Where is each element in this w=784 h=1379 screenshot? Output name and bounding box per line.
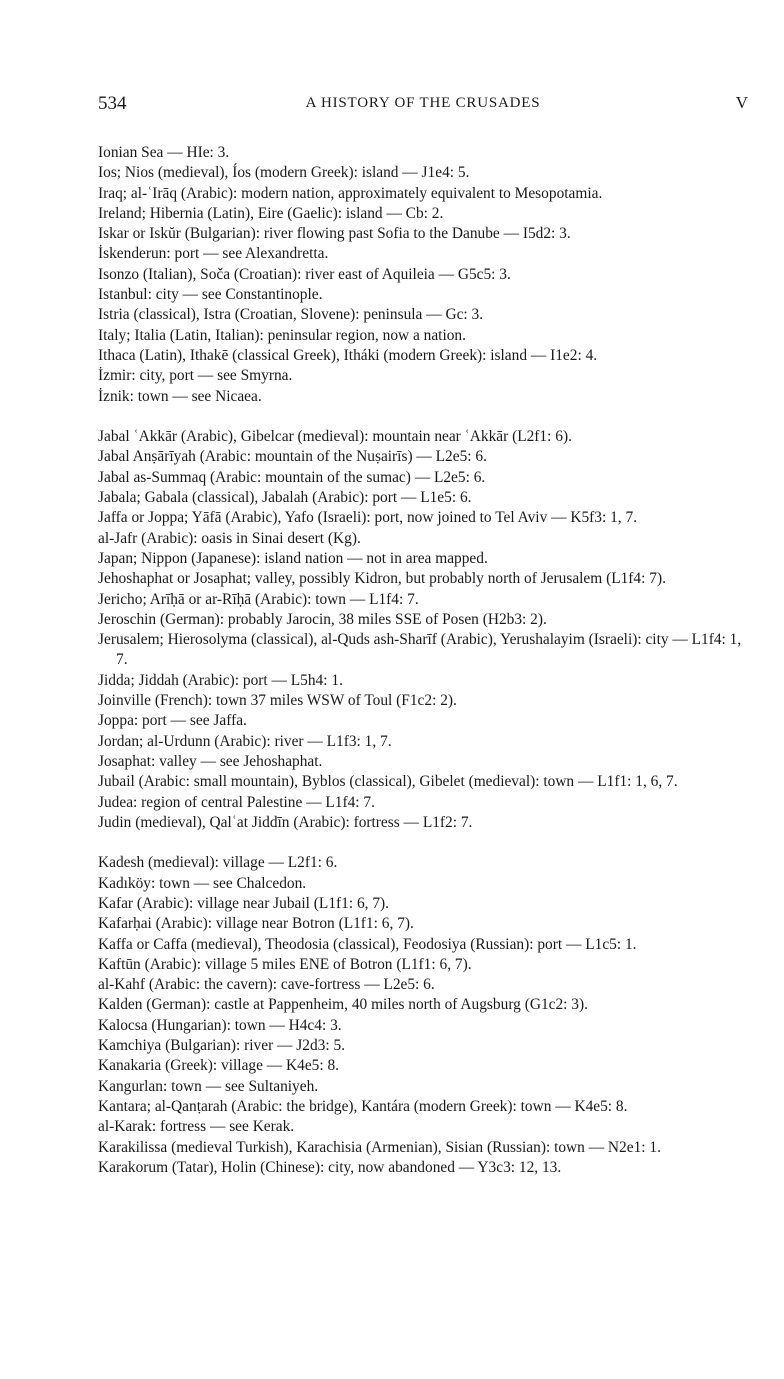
running-title: A HISTORY OF THE CRUSADES xyxy=(305,95,541,111)
entry: Japan; Nippon (Japanese): island nation — not in area mapped. xyxy=(98,549,488,567)
entry: Karakilissa (medieval Turkish), Karachisia (Armenian), Sisian (Russian): town — N2e1: 1. xyxy=(98,1138,661,1156)
entry: Kalocsa (Hungarian): town — H4c4: 3. xyxy=(98,1016,342,1034)
entry: Jabal as-Summaq (Arabic: mountain of the sumac) — L2e5: 6. xyxy=(98,468,486,486)
entry: Jaffa or Joppa; Yāfā (Arabic), Yafo (Israeli): port, now joined to Tel Aviv — K5f3: 1, 7. xyxy=(98,509,638,527)
entry: Jericho; Arīḥā or ar-Rīḥā (Arabic): town — L1f4: 7. xyxy=(98,590,419,608)
entry: Kantara; al-Qanṭarah (Arabic: the bridge), Kantára (modern Greek): town — K4e5: 8. xyxy=(98,1097,628,1115)
entry: Ios; Nios (medieval), Íos (modern Greek): island — J1e4: 5. xyxy=(98,164,470,182)
gazetteer-entries xyxy=(98,143,750,1198)
entry: Istanbul: city — see Constantinople. xyxy=(98,286,323,304)
entry: Ireland; Hibernia (Latin), Eire (Gaelic): island — Cb: 2. xyxy=(98,204,444,222)
letter-group-k xyxy=(98,853,750,1178)
running-header xyxy=(98,93,748,115)
entry: Joppa: port — see Jaffa. xyxy=(98,712,247,730)
entry: Jordan; al-Urdunn (Arabic): river — L1f3: 1, 7. xyxy=(98,732,392,750)
entry: Jabal ʿAkkār (Arabic), Gibelcar (medieval): mountain near ʿAkkār (L2f1: 6). xyxy=(98,428,572,446)
entry: Jerusalem; Hierosolyma (classical), al-Quds ash-Sharīf (Arabic), Yerushalayim (Israeli): city — L1f4: 1, 7. xyxy=(98,631,742,669)
entry: Kaffa or Caffa (medieval), Theodosia (classical), Feodosiya (Russian): port — L1c5: 1. xyxy=(98,935,637,953)
entry: Kangurlan: town — see Sultaniyeh. xyxy=(98,1077,319,1095)
letter-group-i xyxy=(98,143,750,407)
entry: Kafarḥai (Arabic): village near Botron (L1f1: 6, 7). xyxy=(98,915,414,933)
entry: al-Karak: fortress — see Kerak. xyxy=(98,1118,295,1136)
entry: Judin (medieval), Qalʿat Jiddīn (Arabic): fortress — L1f2: 7. xyxy=(98,813,473,831)
entry: Ithaca (Latin), Ithakē (classical Greek), Itháki (modern Greek): island — I1e2: 4. xyxy=(98,346,598,364)
entry: Jubail (Arabic: small mountain), Byblos (classical), Gibelet (medieval): town — L1f1: 1, 6, 7. xyxy=(98,773,678,791)
entry: Ionian Sea — HIe: 3. xyxy=(98,144,230,161)
entry: İzmir: city, port — see Smyrna. xyxy=(98,367,293,385)
entry: al-Jafr (Arabic): oasis in Sinai desert (Kg). xyxy=(98,529,361,547)
entry: Isonzo (Italian), Soča (Croatian): river east of Aquileia — G5c5: 3. xyxy=(98,265,511,283)
entry: Kanakaria (Greek): village — K4e5: 8. xyxy=(98,1057,340,1075)
entry: İznik: town — see Nicaea. xyxy=(98,387,262,405)
entry: Iskar or Iskŭr (Bulgarian): river flowing past Sofia to the Danube — I5d2: 3. xyxy=(98,225,571,243)
entry: Jabala; Gabala (classical), Jabalah (Arabic): port — L1e5: 6. xyxy=(98,489,472,507)
entry: Jidda; Jiddah (Arabic): port — L5h4: 1. xyxy=(98,671,343,689)
volume-number: V xyxy=(735,93,748,112)
entry: Jeroschin (German): probably Jarocin, 38 miles SSE of Posen (H2b3: 2). xyxy=(98,610,547,628)
entry: Josaphat: valley — see Jehoshaphat. xyxy=(98,752,323,770)
page-number: 534 xyxy=(98,93,127,114)
entry: Kaftūn (Arabic): village 5 miles ENE of Botron (L1f1: 6, 7). xyxy=(98,955,472,973)
entry: Jabal Anṣārīyah (Arabic: mountain of the Nuṣairīs) — L2e5: 6. xyxy=(98,448,487,466)
entry: Judea: region of central Palestine — L1f4: 7. xyxy=(98,793,375,811)
letter-group-j xyxy=(98,427,750,833)
entry: Istria (classical), Istra (Croatian, Slovene): peninsula — Gc: 3. xyxy=(98,306,484,324)
entry: al-Kahf (Arabic: the cavern): cave-fortress — L2e5: 6. xyxy=(98,976,435,994)
entry: Joinville (French): town 37 miles WSW of Toul (F1c2: 2). xyxy=(98,692,457,710)
entry: Kamchiya (Bulgarian): river — J2d3: 5. xyxy=(98,1037,346,1055)
entry: Jehoshaphat or Josaphat; valley, possibly Kidron, but probably north of Jerusalem (L1f4: 7). xyxy=(98,570,666,588)
entry: Kadıköy: town — see Chalcedon. xyxy=(98,874,307,892)
entry: Karakorum (Tatar), Holin (Chinese): city, now abandoned — Y3c3: 12, 13. xyxy=(98,1158,562,1176)
entry: Kafar (Arabic): village near Jubail (L1f1: 6, 7). xyxy=(98,894,390,912)
entry: Italy; Italia (Latin, Italian): peninsular region, now a nation. xyxy=(98,326,466,344)
entry: Kalden (German): castle at Pappenheim, 40 miles north of Augsburg (G1c2: 3). xyxy=(98,996,588,1014)
entry: Kadesh (medieval): village — L2f1: 6. xyxy=(98,854,338,872)
entry: İskenderun: port — see Alexandretta. xyxy=(98,245,329,263)
entry: Iraq; al-ʿIrāq (Arabic): modern nation, approximately equivalent to Mesopotamia. xyxy=(98,184,603,202)
